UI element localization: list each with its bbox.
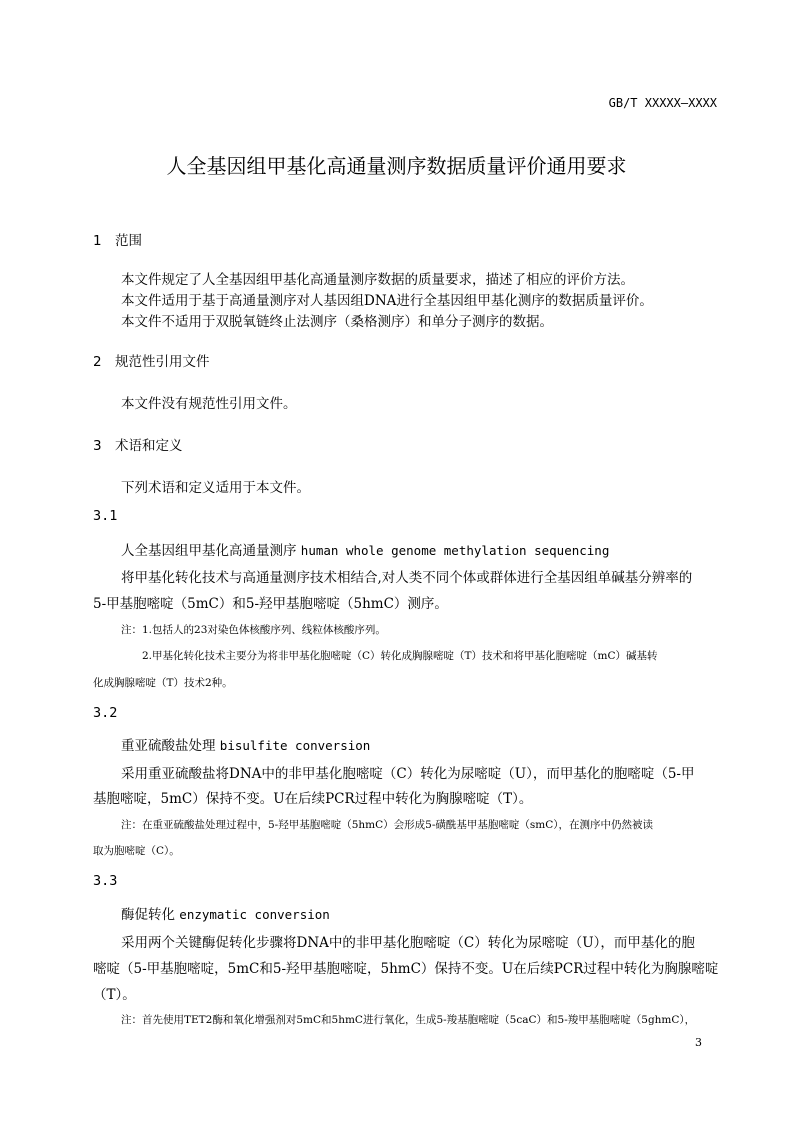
definition-line: 采用两个关键酶促转化步骤将DNA中的非甲基化胞嘧啶（C）转化为尿嘧啶（U），而甲基化的胞 xyxy=(121,935,695,951)
term-zh: 重亚硫酸盐处理 xyxy=(121,738,216,754)
section-number: 3 xyxy=(93,438,102,454)
section-heading-normative-references xyxy=(93,350,210,370)
term-number: 3.3 xyxy=(93,873,118,889)
note-line: 注：在重亚硫酸盐处理过程中，5-羟甲基胞嘧啶（5hmC）会形成5-磺酰基甲基胞嘧啶（smC），在测序中仍然被读 xyxy=(121,819,654,831)
definition-line: 采用重亚硫酸盐将DNA中的非甲基化胞嘧啶（C）转化为尿嘧啶（U），而甲基化的胞嘧啶（5-甲 xyxy=(121,766,695,782)
note-line: 取为胞嘧啶（C）。 xyxy=(93,845,180,857)
note-line: 注：1.包括人的23对染色体核酸序列、线粒体核酸序列。 xyxy=(121,624,386,636)
paragraph: 本文件规定了人全基因组甲基化高通量测序数据的质量要求，描述了相应的评价方法。 xyxy=(121,272,634,288)
document-title: 人全基因组甲基化高通量测序数据质量评价通用要求 xyxy=(166,154,627,178)
section-title: 术语和定义 xyxy=(115,438,183,454)
section-heading-scope xyxy=(93,229,142,249)
term-title xyxy=(121,539,609,559)
paragraph: 本文件适用于基于高通量测序对人基因组DNA进行全基因组甲基化测序的数据质量评价。 xyxy=(121,293,653,309)
standard-code: GB/T XXXXX—XXXX xyxy=(608,96,717,110)
definition-line: 5-甲基胞嘧啶（5mC）和5-羟甲基胞嘧啶（5hmC）测序。 xyxy=(93,596,448,612)
note-line: 2.甲基化转化技术主要分为将非甲基化胞嘧啶（C）转化成胸腺嘧啶（T）技术和将甲基化胞嘧啶（mC）碱基转 xyxy=(142,650,658,662)
term-number: 3.2 xyxy=(93,705,118,721)
page-number: 3 xyxy=(695,1036,702,1049)
term-en: enzymatic conversion xyxy=(179,907,330,922)
note-line: 化成胸腺嘧啶（T）技术2种。 xyxy=(93,677,233,689)
section-title: 规范性引用文件 xyxy=(115,354,210,370)
paragraph: 本文件不适用于双脱氧链终止法测序（桑格测序）和单分子测序的数据。 xyxy=(121,314,553,330)
note-line: 注：首先使用TET2酶和氧化增强剂对5mC和5hmC进行氧化，生成5-羧基胞嘧啶（5caC）和5-羧甲基胞嘧啶（5ghmC）， xyxy=(121,1014,696,1026)
term-en: human whole genome methylation sequencing xyxy=(300,543,610,558)
definition-line: （T）。 xyxy=(93,987,136,1003)
term-zh: 酶促转化 xyxy=(121,907,175,923)
section-number: 2 xyxy=(93,354,102,370)
definition-line: 嘧啶（5-甲基胞嘧啶，5mC和5-羟甲基胞嘧啶，5hmC）保持不变。U在后续PCR过程中转化为胸腺嘧啶 xyxy=(93,961,719,977)
section-heading-terms xyxy=(93,434,183,454)
term-number: 3.1 xyxy=(93,508,118,524)
paragraph: 下列术语和定义适用于本文件。 xyxy=(121,480,310,496)
term-title xyxy=(121,734,370,754)
section-number: 1 xyxy=(93,233,102,249)
term-zh: 人全基因组甲基化高通量测序 xyxy=(121,543,297,559)
term-en: bisulfite conversion xyxy=(219,738,371,753)
definition-line: 基胞嘧啶，5mC）保持不变。U在后续PCR过程中转化为胸腺嘧啶（T）。 xyxy=(93,791,533,807)
definition-line: 将甲基化转化技术与高通量测序技术相结合,对人类不同个体或群体进行全基因组单碱基分辨率的 xyxy=(121,570,693,586)
section-title: 范围 xyxy=(115,233,142,249)
term-title xyxy=(121,903,330,923)
paragraph: 本文件没有规范性引用文件。 xyxy=(121,396,297,412)
